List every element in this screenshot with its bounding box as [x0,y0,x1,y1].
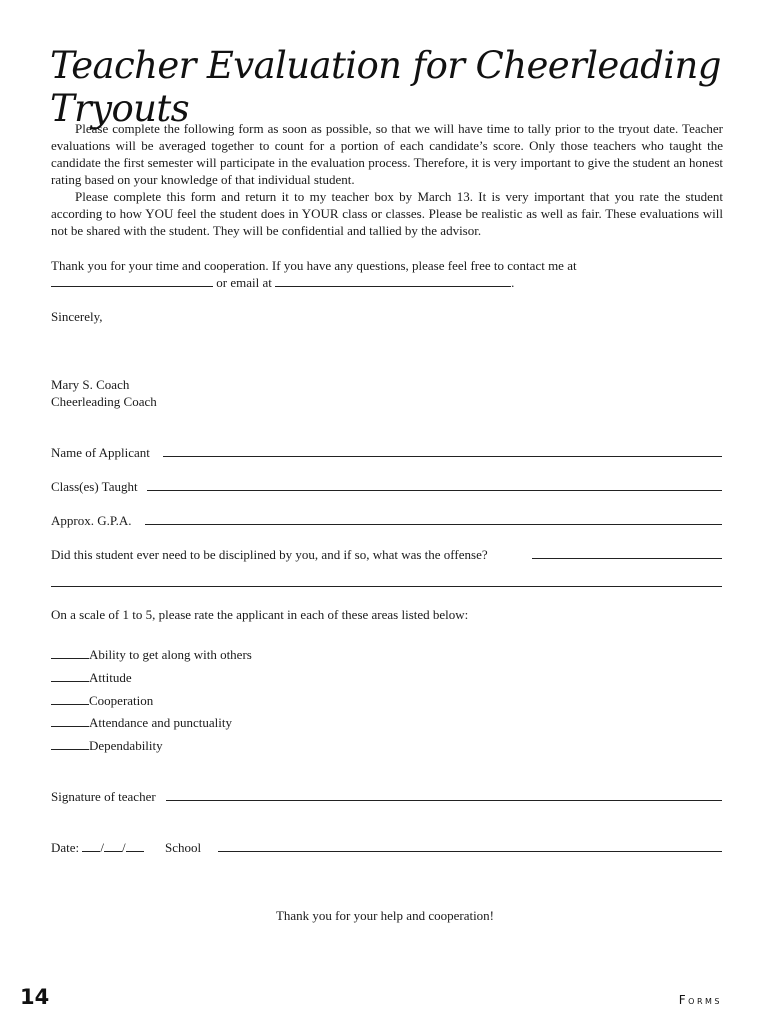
gpa-field[interactable] [145,524,722,525]
or-email-label: or email at [216,275,272,290]
contact-period: . [511,275,515,290]
rating-blank[interactable] [51,693,89,705]
phone-blank[interactable] [51,275,213,287]
date-line [51,839,144,856]
rating-blank[interactable] [51,670,89,682]
contact-line: Thank you for your time and cooperation. If you have any questions, please feel free to contact me at [51,258,577,273]
intro-paragraph-1 [51,120,723,188]
school-label: School [165,840,202,855]
discipline-question: Did this student ever need to be disciplined by you, and if so, what was the offense? [51,547,488,562]
discipline-field[interactable] [532,558,722,559]
date-month-blank[interactable] [82,840,100,852]
date-label: Date: [51,840,80,855]
rating-item-cooperation [51,692,153,709]
rating-item-label: Dependability [89,738,163,753]
contact-fields-line [51,274,514,291]
signer-name: Mary S. Coach [51,377,130,392]
rating-item-getting-along [51,646,252,663]
signature-field[interactable] [166,800,722,801]
signer-role: Cheerleading Coach [51,394,157,409]
rating-item-attitude [51,669,132,686]
rating-item-label: Cooperation [89,693,154,708]
rating-item-label: Attitude [89,670,132,685]
rating-blank[interactable] [51,715,89,727]
intro-paragraph-1-text: Please complete the following form as soon as possible, so that we will have time to tally prior to the tryout date. Teacher evaluations will be averaged together to count for a portion of each candidate’s score. Only those teachers who taught the candidate the first semester will participate in the evaluation process. Therefore, it is very important to give the student an honest rating based on your knowledge of that individual student. [51,121,723,187]
rating-instruction: On a scale of 1 to 5, please rate the applicant in each of these areas listed below: [51,607,469,622]
rating-item-attendance [51,714,232,731]
intro-paragraph-2 [51,188,723,239]
email-blank[interactable] [275,275,511,287]
rating-item-label: Attendance and punctuality [89,715,232,730]
section-name: Forms [678,993,722,1007]
date-slash: / [100,840,105,855]
discipline-field-continued[interactable] [51,586,722,587]
intro-paragraph-2-text: Please complete this form and return it to my teacher box by March 13. It is very important that you rate the student according to how YOU feel the student does in YOUR class or classes. Please be realistic as well as fair. These evaluations will not be shared with the student. They will be confidential and tallied by the advisor. [51,189,723,238]
rating-blank[interactable] [51,647,89,659]
date-day-blank[interactable] [104,840,122,852]
page-number: 14 [20,985,50,1009]
school-field[interactable] [218,851,722,852]
signature-label: Signature of teacher [51,789,156,804]
gpa-label: Approx. G.P.A. [51,513,132,528]
date-slash: / [122,840,126,855]
page-title: Teacher Evaluation for Cheerleading Tryouts [50,44,721,130]
sincerely: Sincerely, [51,309,103,324]
applicant-name-label: Name of Applicant [51,445,150,460]
applicant-name-field[interactable] [163,456,722,457]
classes-taught-field[interactable] [147,490,722,491]
final-thanks: Thank you for your help and cooperation! [275,908,495,923]
classes-taught-label: Class(es) Taught [51,479,138,494]
rating-item-label: Ability to get along with others [89,647,252,662]
rating-item-dependability [51,737,163,754]
rating-blank[interactable] [51,738,89,750]
date-year-blank[interactable] [126,840,144,852]
